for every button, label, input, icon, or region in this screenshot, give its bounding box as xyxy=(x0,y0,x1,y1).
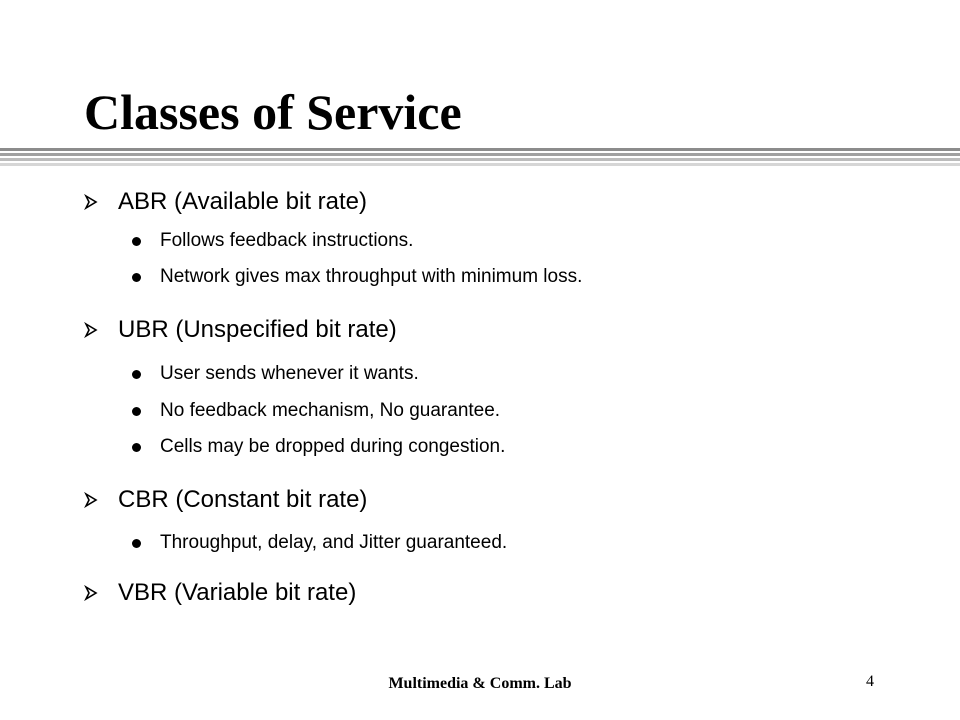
dot-bullet-icon xyxy=(132,370,141,379)
bullet-ubr xyxy=(118,315,397,345)
bullet-text: UBR (Unspecified bit rate) xyxy=(118,316,397,343)
arrowhead-bullet-icon xyxy=(84,492,98,508)
sub-bullet xyxy=(160,265,582,289)
sub-bullet-text: Throughput, delay, and Jitter guaranteed. xyxy=(160,532,508,553)
sub-bullet xyxy=(160,399,500,423)
page-number: 4 xyxy=(866,673,874,690)
sub-bullet xyxy=(160,229,413,253)
sub-bullet-text: No feedback mechanism, No guarantee. xyxy=(160,400,501,421)
arrowhead-bullet-icon xyxy=(84,585,98,601)
arrowhead-bullet-icon xyxy=(84,194,98,210)
bullet-text: ABR (Available bit rate) xyxy=(118,188,367,215)
dot-bullet-icon xyxy=(132,443,141,452)
bullet-vbr xyxy=(118,578,356,608)
dot-bullet-icon xyxy=(132,539,141,548)
sub-bullet xyxy=(160,531,507,555)
sub-bullet-text: Cells may be dropped during congestion. xyxy=(160,436,506,457)
dot-bullet-icon xyxy=(132,273,141,282)
bullet-text: CBR (Constant bit rate) xyxy=(118,486,368,513)
bullet-cbr xyxy=(118,485,367,515)
arrowhead-bullet-icon xyxy=(84,322,98,338)
footer-lab-name: Multimedia & Comm. Lab xyxy=(388,675,572,692)
dot-bullet-icon xyxy=(132,237,141,246)
sub-bullet-text: Follows feedback instructions. xyxy=(160,230,414,251)
sub-bullet xyxy=(160,362,419,386)
bullet-text: VBR (Variable bit rate) xyxy=(118,579,357,606)
sub-bullet-text: Network gives max throughput with minimum loss. xyxy=(160,266,583,287)
sub-bullet xyxy=(160,435,505,459)
slide-title: Classes of Service xyxy=(84,84,462,140)
bullet-abr xyxy=(118,187,367,217)
dot-bullet-icon xyxy=(132,407,141,416)
sub-bullet-text: User sends whenever it wants. xyxy=(160,363,419,384)
